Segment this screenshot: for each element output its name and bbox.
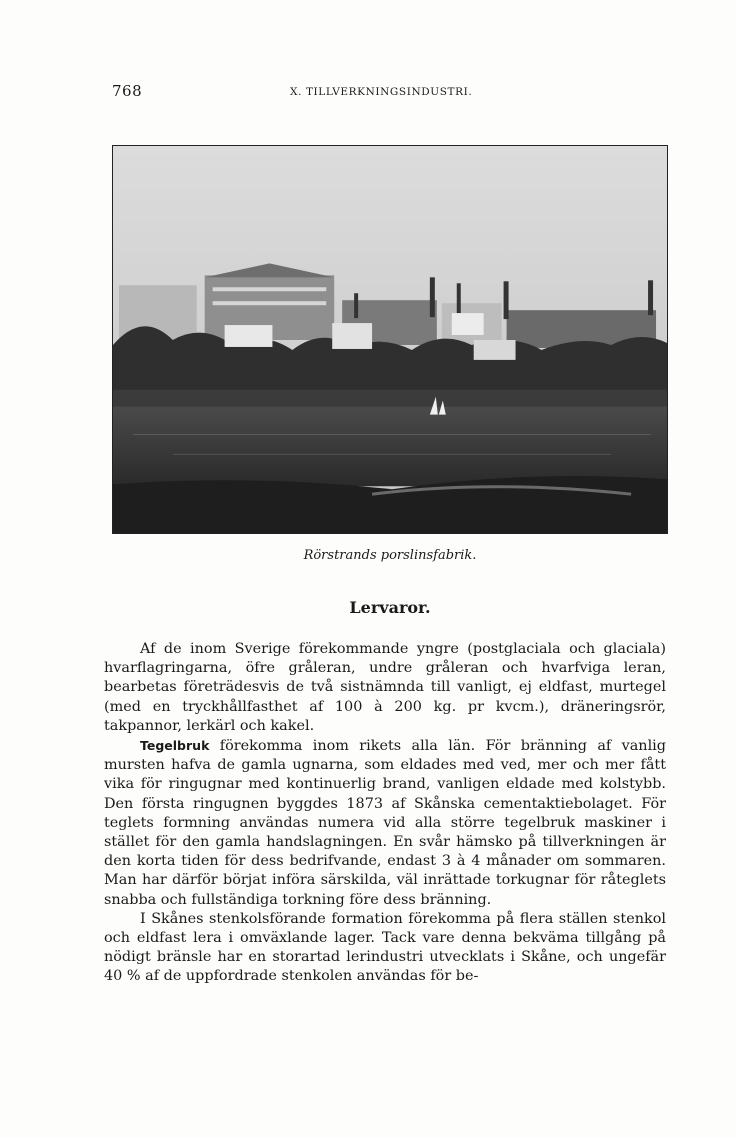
- factory-photograph: [112, 145, 668, 534]
- paragraph: [104, 736, 666, 910]
- paragraph: [104, 640, 666, 736]
- paragraph-text: förekomma inom rikets alla län. För bränning af vanlig mursten hafva de gamla ugnarna, som eldades med ved, mer och mer fått vika för ringugnar med kontinuerlig brand, vanligen eldade med kolstybb. Den första ringugnen byggdes 1873 af Skånska cementaktiebolaget. För teglets formning användas numera vid alla större tegelbruk maskiner i stället för den gamla handslagningen. En svår hämsko på tillverkningen är den korta tiden för dess bedrifvande, endast 3 à 4 månader om sommaren. Man har därför börjat införa särskilda, väl inrättade torkugnar för råteglets snabba och fullständiga torkning före dess bränning.: [104, 738, 666, 908]
- paragraph-text: Af de inom Sverige förekommande yngre (postglaciala och glaciala) hvarflagringarna, öfre gråleran, undre gråleran och hvarfviga leran, bearbetas företrädesvis de två sistnämnda till vanligt, ej eldfast, murtegel (med en tryckhållfasthet af 100 à 200 kg. pr kvcm.), dräneringsrör, takpannor, lerkärl och kakel.: [104, 641, 666, 734]
- factory-landscape-image: [113, 146, 667, 533]
- paragraph-text: I Skånes stenkolsförande formation förekomma på flera ställen stenkol och eldfast lera i omväxlande lager. Tack vare denna bekväma tillgång på nödigt bränsle har en storartad lerindustri utvecklats i Skåne, och ungefär 40 % af de uppfordrade stenkolen användas för be-: [104, 910, 666, 985]
- page-header: [112, 82, 672, 102]
- section-title: Lervaror.: [349, 598, 431, 617]
- body-text: [104, 640, 666, 987]
- paragraph-lead-term: Tegelbruk: [140, 738, 210, 754]
- page-number: 768: [112, 82, 143, 100]
- running-head: X. TILLVERKNINGSINDUSTRI.: [290, 86, 473, 98]
- figure-caption: Rörstrands porslinsfabrik.: [303, 548, 477, 563]
- paragraph: [104, 910, 666, 987]
